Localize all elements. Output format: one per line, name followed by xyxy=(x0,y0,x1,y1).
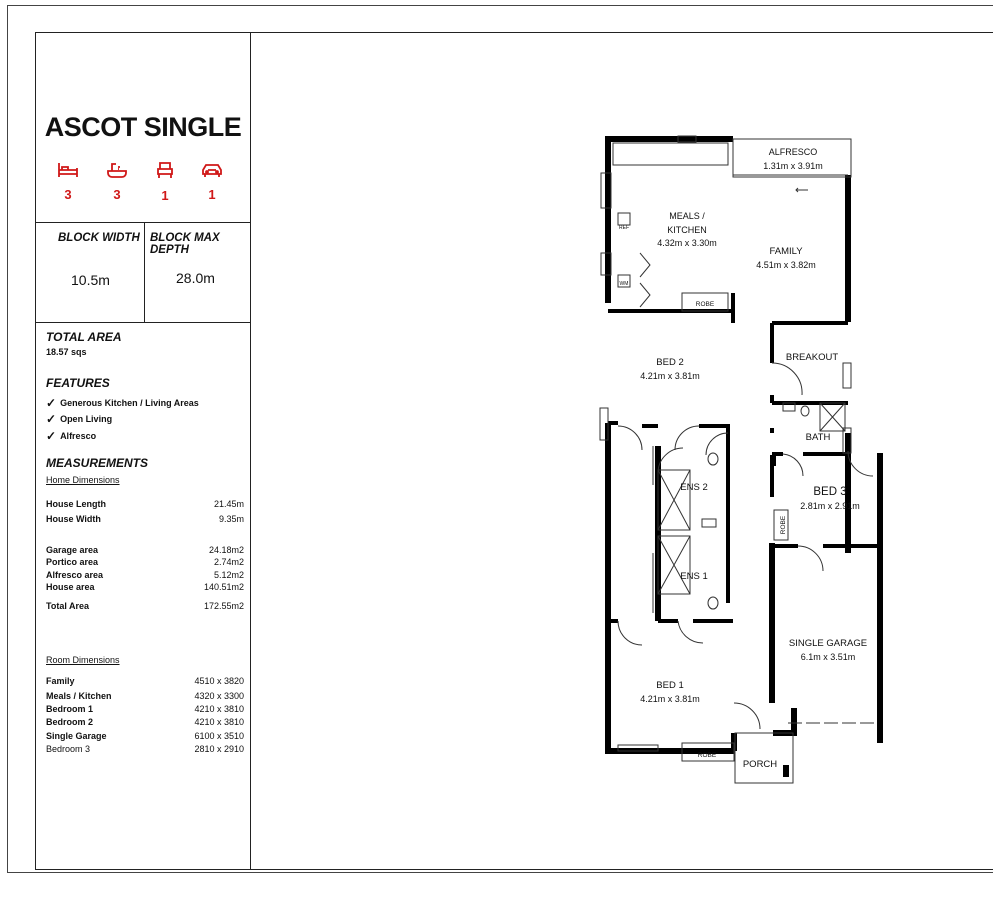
fridge-label: REF xyxy=(619,225,629,231)
alfresco-label: ALFRESCO xyxy=(768,147,818,157)
home-dimensions-label: Home Dimensions xyxy=(46,475,120,485)
car-icon xyxy=(201,162,223,178)
robe-label: ROBE xyxy=(780,515,787,535)
measure-row: Portico area 2.74m2 xyxy=(46,557,244,567)
laundry-label: WM xyxy=(619,281,629,287)
feature-item: ✓ Open Living xyxy=(46,412,113,426)
bed-stat xyxy=(53,162,83,202)
robe-label: ROBE xyxy=(695,301,715,308)
bed3-dim: 2.81m x 2.91m xyxy=(800,501,860,511)
divider xyxy=(35,222,250,223)
measure-row: House area 140.51m2 xyxy=(46,582,244,592)
measure-row: Alfresco area 5.12m2 xyxy=(46,570,244,580)
info-panel xyxy=(35,32,251,870)
check-icon: ✓ xyxy=(46,429,57,443)
measure-row: House Width 9.35m xyxy=(46,514,244,524)
breakout-label: BREAKOUT xyxy=(785,352,839,363)
fixtures xyxy=(600,136,876,783)
check-icon: ✓ xyxy=(46,412,57,426)
total-area-label: TOTAL AREA xyxy=(46,330,122,344)
design-title: ASCOT SINGLE xyxy=(44,112,242,142)
check-icon: ✓ xyxy=(46,396,57,410)
room-dimensions-label: Room Dimensions xyxy=(46,655,120,665)
bed2-dim: 4.21m x 3.81m xyxy=(640,371,700,381)
car-count: 1 xyxy=(208,187,216,202)
bath-icon xyxy=(106,162,128,178)
measure-row: Garage area 24.18m2 xyxy=(46,545,244,555)
room-row: Single Garage 6100 x 3510 xyxy=(46,731,244,741)
garage-label: SINGLE GARAGE xyxy=(788,638,868,649)
family-label: FAMILY xyxy=(769,246,803,257)
bed3-label: BED 3 xyxy=(813,486,847,498)
measurements-label: MEASUREMENTS xyxy=(46,456,149,470)
living-stat xyxy=(150,162,180,203)
divider xyxy=(144,222,145,322)
measure-row: House Length 21.45m xyxy=(46,499,244,509)
living-count: 1 xyxy=(161,188,169,203)
alfresco-dim: 1.31m x 3.91m xyxy=(763,161,823,171)
block-depth-value: 28.0m xyxy=(176,270,215,286)
measure-row: Total Area 172.55m2 xyxy=(46,601,244,611)
feature-item: ✓ Alfresco xyxy=(46,429,97,443)
family-dim: 4.51m x 3.82m xyxy=(756,260,816,270)
car-stat xyxy=(197,162,227,202)
meals-dim: 4.32m x 3.30m xyxy=(657,238,717,248)
total-area-value: 18.57 sqs xyxy=(46,347,87,357)
ens2-label: ENS 2 xyxy=(680,482,708,493)
bath-count: 3 xyxy=(113,187,121,202)
room-row: Bedroom 2 4210 x 3810 xyxy=(46,717,244,727)
robe-label: ROBE xyxy=(697,752,717,759)
divider xyxy=(35,322,250,323)
meals-label-1: MEALS / xyxy=(669,211,705,221)
floor-plan-drawing xyxy=(598,133,888,787)
bed-count: 3 xyxy=(64,187,72,202)
feature-item: ✓ Generous Kitchen / Living Areas xyxy=(46,396,199,410)
meals-label-2: KITCHEN xyxy=(667,225,707,235)
room-row: Family 4510 x 3820 xyxy=(46,676,244,686)
block-width-label: BLOCK WIDTH xyxy=(58,232,140,244)
ens1-label: ENS 1 xyxy=(680,571,708,582)
room-row: Meals / Kitchen 4320 x 3300 xyxy=(46,691,244,701)
bed1-label: BED 1 xyxy=(656,680,684,691)
living-icon xyxy=(156,162,174,179)
porch-label: PORCH xyxy=(742,759,778,770)
bed-icon xyxy=(57,162,79,178)
interior-walls xyxy=(608,293,880,621)
room-row: Bedroom 1 4210 x 3810 xyxy=(46,704,244,714)
bath-label: BATH xyxy=(805,432,831,443)
bed2-label: BED 2 xyxy=(656,357,684,368)
wall-stub xyxy=(772,456,776,466)
room-row: Bedroom 3 2810 x 2910 xyxy=(46,744,244,754)
block-width-value: 10.5m xyxy=(71,272,110,288)
block-depth-label: BLOCK MAX DEPTH xyxy=(150,232,220,256)
bed1-dim: 4.21m x 3.81m xyxy=(640,694,700,704)
porch-post xyxy=(783,765,789,777)
features-label: FEATURES xyxy=(46,376,110,390)
garage-dim: 6.1m x 3.51m xyxy=(800,652,856,662)
floor-plan xyxy=(598,133,888,787)
bath-stat xyxy=(102,162,132,202)
